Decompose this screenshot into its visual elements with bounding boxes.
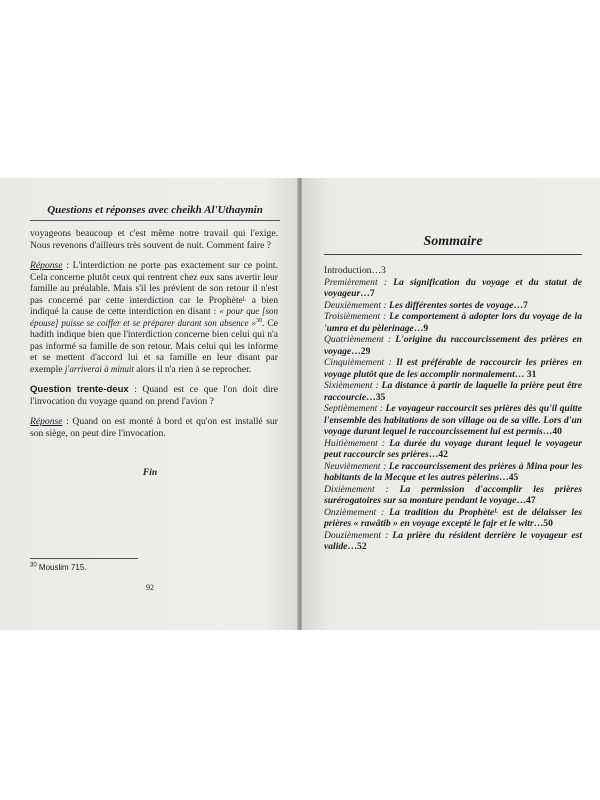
toc-entry[interactable] bbox=[324, 484, 582, 507]
toc-title: Le comportement à adopter lors du voyage de la 'umra et du pèlerinage bbox=[324, 311, 582, 334]
header-rule bbox=[30, 220, 280, 221]
sommaire-rule bbox=[324, 254, 582, 255]
toc-ordinal: Cinquièmement : bbox=[324, 357, 392, 368]
toc-entry[interactable] bbox=[324, 300, 582, 312]
toc-entry[interactable] bbox=[324, 530, 582, 553]
reponse-text: . Ce hadith indique bien que l'interdiction concerne bien celui qui n'a pas informé sa famille de son retour. Mais celui qui les informe et se mettent d'accord lui et sa famille en leur disant par exemple bbox=[30, 317, 278, 375]
toc-entry[interactable] bbox=[324, 265, 582, 277]
toc-page-number: 29 bbox=[360, 345, 371, 357]
toc-title: La prière du résident derrière le voyageur est valide bbox=[324, 529, 583, 552]
reponse-text: alors il n'a rien à se reprocher. bbox=[133, 363, 252, 375]
intro-paragraph: voyageons beaucoup et c'est même notre travail qui l'exige. Nous revenons d'ailleurs très souvent de nuit. Comment faire ? bbox=[30, 228, 278, 251]
toc-ordinal: Douzièmement : bbox=[324, 529, 389, 541]
toc-page-number: 9 bbox=[423, 322, 429, 334]
toc-ordinal: Onzièmement : bbox=[324, 506, 385, 518]
toc-entry[interactable] bbox=[324, 461, 582, 484]
toc-entry[interactable] bbox=[324, 357, 582, 380]
reponse-paragraph-1 bbox=[30, 260, 278, 375]
toc-title: La durée du voyage durant lequel le voyageur peut raccourcir ses prières bbox=[324, 437, 582, 460]
toc-ellipsis: … bbox=[499, 472, 509, 483]
toc-entry[interactable] bbox=[324, 403, 582, 438]
left-page bbox=[0, 178, 298, 630]
toc-ellipsis: … bbox=[360, 288, 370, 299]
toc-entry[interactable] bbox=[324, 277, 582, 300]
toc-ellipsis: … bbox=[513, 299, 524, 311]
toc-ellipsis: … bbox=[516, 495, 527, 506]
toc-ordinal: Premièrement : bbox=[324, 276, 388, 288]
toc-ellipsis: … bbox=[514, 368, 525, 380]
question-paragraph bbox=[30, 384, 278, 407]
footnote-rule bbox=[30, 558, 138, 559]
toc-page-number: 52 bbox=[357, 541, 367, 552]
open-book bbox=[0, 178, 600, 630]
running-head: Questions et réponses avec cheikh Al'Uthaymin bbox=[47, 204, 263, 216]
example-quote: j'arriverai à minuit bbox=[64, 363, 134, 374]
page-number: 92 bbox=[146, 583, 154, 592]
toc-page-number: 45 bbox=[508, 472, 519, 483]
toc-page-number: 35 bbox=[375, 391, 386, 403]
toc-ellipsis: … bbox=[428, 449, 439, 460]
table-of-contents bbox=[324, 265, 582, 553]
toc-title: Le raccourcissement des prières à Mina pour les habitants de la Mecque et les autres pèlerins bbox=[324, 460, 582, 483]
toc-entry[interactable] bbox=[324, 311, 582, 334]
toc-ordinal: Septièmement : bbox=[324, 403, 383, 414]
toc-ordinal: Quatrièmement : bbox=[324, 334, 392, 345]
toc-page-number: 7 bbox=[369, 288, 375, 299]
footnote-text: Mouslim 715. bbox=[38, 563, 87, 572]
toc-title: La distance à partir de laquelle la prière peut être raccourcie bbox=[324, 380, 582, 403]
toc-ellipsis: … bbox=[366, 391, 376, 403]
footnote bbox=[30, 563, 230, 572]
toc-page-number: 40 bbox=[552, 426, 562, 437]
toc-ordinal: Troisièmement : bbox=[324, 311, 387, 322]
sommaire-title: Sommaire bbox=[423, 234, 483, 249]
toc-title: Le voyageur raccourcit ses prières dès qu'il quitte l'ensemble des habitations de son village ou de sa ville. Lors d'un voyage durant lequel le raccourcissement lui est permis bbox=[324, 403, 582, 437]
toc-ordinal: Sixièmement : bbox=[324, 380, 379, 391]
reponse-label: Réponse bbox=[30, 416, 63, 427]
toc-ellipsis: … bbox=[371, 265, 382, 276]
toc-page-number: 42 bbox=[438, 449, 448, 460]
reponse-text: : L'interdiction ne porte pas exactement sur ce point. Cela concerne plutôt ceux qui rentrent chez eux sans avertir leur famille au préalable. Mais s'il les prévient de son retour il n'est pas concerné par cette interdiction car le Prophèteᴸ a bien indiqué la cause de cette interdiction en disant : bbox=[30, 260, 278, 317]
toc-page-number: 7 bbox=[523, 299, 528, 311]
toc-title: La signification du voyage et du statut de voyageur bbox=[324, 276, 582, 299]
toc-title: Il est préférable de raccourcir les prières en voyage plutôt que de les accomplir normalement bbox=[324, 357, 582, 380]
toc-page-number: 31 bbox=[524, 368, 537, 380]
footnote-ref: 30 bbox=[255, 317, 262, 324]
toc-ordinal: Neuvièmement : bbox=[324, 460, 387, 472]
toc-page-number: 3 bbox=[381, 265, 386, 276]
toc-ellipsis: … bbox=[413, 322, 424, 334]
toc-entry[interactable] bbox=[324, 438, 582, 461]
toc-page-number: 50 bbox=[543, 518, 553, 529]
toc-entry[interactable] bbox=[324, 380, 582, 403]
toc-ellipsis: … bbox=[533, 518, 544, 529]
toc-ellipsis: … bbox=[347, 541, 358, 552]
hadith-quote: « pour que [son épouse] puisse se coiffer et se préparer durant son absence » bbox=[30, 306, 278, 328]
toc-entry[interactable] bbox=[324, 334, 582, 357]
left-body-text bbox=[30, 228, 278, 448]
toc-title: L'origine du raccourcissement des prières en voyage bbox=[324, 334, 582, 357]
toc-ellipsis: … bbox=[542, 426, 553, 437]
toc-ordinal: Dixièmement : bbox=[324, 483, 389, 495]
reponse-paragraph-2 bbox=[30, 416, 278, 439]
toc-ordinal: Deuxièmement : bbox=[324, 299, 387, 311]
fin-label: Fin bbox=[142, 468, 158, 478]
toc-ellipsis: … bbox=[351, 345, 361, 357]
right-page bbox=[302, 178, 600, 630]
reponse-label: Réponse bbox=[30, 260, 63, 271]
toc-entry[interactable] bbox=[324, 507, 582, 530]
reponse-text: : Quand on est monté à bord et qu'on est installé sur son siège, on peut dire l'invocation. bbox=[30, 416, 278, 439]
toc-title: Introduction bbox=[324, 265, 372, 276]
toc-title: La permission d'accomplir les prières surérogatoires sur sa monture pendant le voyage bbox=[324, 483, 582, 506]
question-label: Question trente-deux bbox=[30, 384, 129, 395]
toc-title: La tradition du Prophèteᴸ est de délaisser les prières « rawâtib » en voyage excepté le fajr et le witr bbox=[324, 506, 582, 529]
question-text: : Quand est ce que l'on doit dire l'invocation du voyage quand on prend l'avion ? bbox=[30, 384, 278, 407]
toc-page-number: 47 bbox=[526, 495, 536, 506]
toc-title: Les différentes sortes de voyage bbox=[386, 299, 514, 311]
toc-ordinal: Huitièmement : bbox=[324, 437, 386, 449]
footnote-number: 30 bbox=[30, 562, 37, 569]
